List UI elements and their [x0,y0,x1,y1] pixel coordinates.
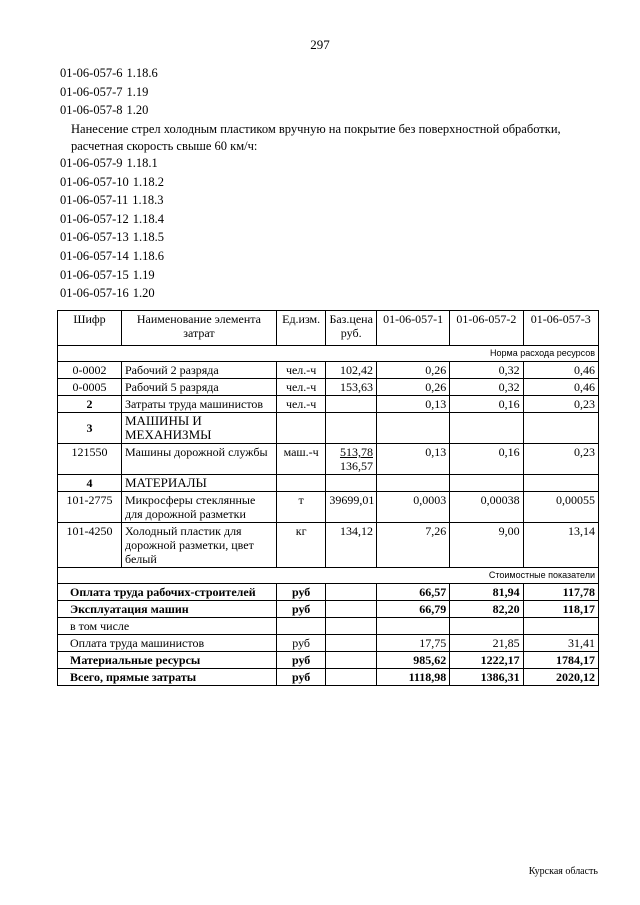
cell-v3: 13,14 [523,523,598,568]
cell-code: 4 [58,475,122,492]
code: 01-06-057-8 [60,103,123,117]
table-row [58,362,599,379]
cell-unit: руб [276,652,326,669]
cell-code: 101-4250 [58,523,122,568]
cell-unit: чел.-ч [276,362,326,379]
group-title: МАТЕРИАЛЫ [122,475,277,492]
cell-v1: 0,0003 [376,492,449,523]
cell-price [326,635,377,652]
cell-code: 121550 [58,444,122,475]
code-ref: 1.18.2 [132,174,164,189]
cell-v1 [376,475,449,492]
header-base-price: Баз.цена руб. [326,311,377,346]
cell-v2: 1222,17 [450,652,523,669]
resource-table [57,310,599,686]
price-current: 513,78 [339,445,373,459]
cell-v1: 17,75 [376,635,449,652]
summary-label: Оплата труда рабочих-строителей [58,584,277,601]
cell-v2 [450,475,523,492]
code-ref: 1.20 [132,286,155,301]
table-row [58,492,599,523]
cell-price [326,396,377,413]
cell-unit: руб [276,635,326,652]
table-row [58,413,599,444]
work-description: Нанесение стрел холодным пластиком вручную на покрытие без поверхностной обработки, расчетная скорость свыше 60 км/ч: [71,122,561,153]
cell-v1: 7,26 [376,523,449,568]
code-ref: 1.18.3 [132,193,164,208]
code-line [60,64,158,83]
cell-unit: руб [276,584,326,601]
code: 01-06-057-14 [60,248,129,263]
cell-unit: т [276,492,326,523]
cell-price: 134,12 [326,523,377,568]
cell-price [326,618,377,635]
cell-v3: 2020,12 [523,669,598,686]
cell-unit: руб [276,601,326,618]
code-list-after [60,154,164,303]
code-line [60,266,164,285]
cell-v2: 9,00 [450,523,523,568]
cell-price [326,475,377,492]
cell-v3 [523,413,598,444]
code: 01-06-057-12 [60,211,129,226]
header-col1: 01-06-057-1 [376,311,449,346]
cell-price [326,601,377,618]
cell-name: Затраты труда машинистов [122,396,277,413]
header-unit: Ед.изм. [276,311,326,346]
header-col2: 01-06-057-2 [450,311,523,346]
cell-price [326,413,377,444]
cell-unit [276,475,326,492]
cell-v1 [376,618,449,635]
cell-v2: 21,85 [450,635,523,652]
code-line [60,247,164,266]
code-line [60,284,164,303]
cell-v3: 1784,17 [523,652,598,669]
cell-name: Холодный пластик для дорожной разметки, цвет белый [122,523,277,568]
table-row [58,444,599,475]
price-base: 136,57 [339,459,373,473]
cell-v1: 66,57 [376,584,449,601]
cell-v3: 117,78 [523,584,598,601]
header-col3: 01-06-057-3 [523,311,598,346]
table-row [58,396,599,413]
code-line [60,210,164,229]
summary-row [58,652,599,669]
summary-row [58,584,599,601]
code-line [60,83,158,102]
code-ref: 1.19 [126,84,149,99]
cell-v1: 985,62 [376,652,449,669]
cell-v3: 0,46 [523,379,598,396]
cell-unit: руб [276,669,326,686]
header-name: Наименование элемента затрат [122,311,277,346]
summary-label: Оплата труда машинистов [58,635,277,652]
summary-label: в том числе [58,618,277,635]
cell-code: 0-0005 [58,379,122,396]
group-title: МАШИНЫ И МЕХАНИЗМЫ [122,413,277,444]
cell-unit: кг [276,523,326,568]
cell-v2: 81,94 [450,584,523,601]
cell-v3 [523,618,598,635]
code: 01-06-057-10 [60,174,129,189]
cell-v2: 1386,31 [450,669,523,686]
cell-price: 102,42 [326,362,377,379]
cell-unit: чел.-ч [276,396,326,413]
page-number: 297 [310,37,330,52]
cell-v2: 0,00038 [450,492,523,523]
cell-v1 [376,413,449,444]
cell-code: 101-2775 [58,492,122,523]
code-line [60,228,164,247]
cell-v1: 66,79 [376,601,449,618]
footer-region: Курская область [528,866,598,877]
code: 01-06-057-7 [60,84,123,99]
table-row [58,475,599,492]
cell-v3: 0,00055 [523,492,598,523]
cell-v2 [450,413,523,444]
cell-name: Машины дорожной службы [122,444,277,475]
cell-name: Микросферы стеклянные для дорожной разметки [122,492,277,523]
cell-price [326,669,377,686]
table-row [58,379,599,396]
code: 01-06-057-15 [60,267,129,282]
cell-price [326,444,377,475]
summary-row [58,669,599,686]
code-ref: 1.19 [132,267,155,282]
code: 01-06-057-16 [60,286,129,301]
summary-label: Материальные ресурсы [58,652,277,669]
code: 01-06-057-13 [60,230,129,245]
code-ref: 1.18.5 [132,230,164,245]
cell-v3: 31,41 [523,635,598,652]
cost-section-row [58,568,599,584]
cell-unit: чел.-ч [276,379,326,396]
cell-v2: 0,32 [450,379,523,396]
norm-section-label: Норма расхода ресурсов [58,346,599,362]
cell-v3: 118,17 [523,601,598,618]
header-code: Шифр [58,311,122,346]
cell-v2: 0,32 [450,362,523,379]
cell-v2: 0,16 [450,396,523,413]
code-line [60,154,164,173]
cell-price: 39699,01 [326,492,377,523]
cell-v1: 0,26 [376,362,449,379]
cell-v3 [523,475,598,492]
cost-section-label: Стоимостные показатели [58,568,599,584]
code-line [60,191,164,210]
summary-label: Эксплуатация машин [58,601,277,618]
code-ref: 1.18.6 [132,248,164,263]
cell-v2 [450,618,523,635]
summary-label: Всего, прямые затраты [58,669,277,686]
code: 01-06-057-11 [60,193,129,208]
cell-name: Рабочий 2 разряда [122,362,277,379]
cell-code: 0-0002 [58,362,122,379]
cell-v1: 0,26 [376,379,449,396]
cell-code: 3 [58,413,122,444]
code-ref: 1.20 [126,103,149,117]
code: 01-06-057-6 [60,66,123,80]
table-header-row [58,311,599,346]
code-ref: 1.18.1 [126,156,158,170]
cell-name: Рабочий 5 разряда [122,379,277,396]
table-row [58,523,599,568]
summary-row [58,618,599,635]
cell-v3: 0,23 [523,396,598,413]
cell-v1: 0,13 [376,444,449,475]
code-line [60,173,164,192]
cell-price [326,584,377,601]
cell-unit [276,618,326,635]
code-ref: 1.18.4 [132,211,164,226]
summary-row [58,635,599,652]
cell-v3: 0,23 [523,444,598,475]
cell-v2: 0,16 [450,444,523,475]
cell-price: 153,63 [326,379,377,396]
cell-v1: 0,13 [376,396,449,413]
cell-code: 2 [58,396,122,413]
cell-v1: 1118,98 [376,669,449,686]
code-line [60,101,158,120]
cell-v2: 82,20 [450,601,523,618]
norm-section-row [58,346,599,362]
summary-row [58,601,599,618]
cell-v3: 0,46 [523,362,598,379]
cell-unit [276,413,326,444]
code-ref: 1.18.6 [126,66,158,80]
code: 01-06-057-9 [60,156,123,170]
cell-unit: маш.-ч [276,444,326,475]
code-list-before [60,64,158,120]
cell-price [326,652,377,669]
